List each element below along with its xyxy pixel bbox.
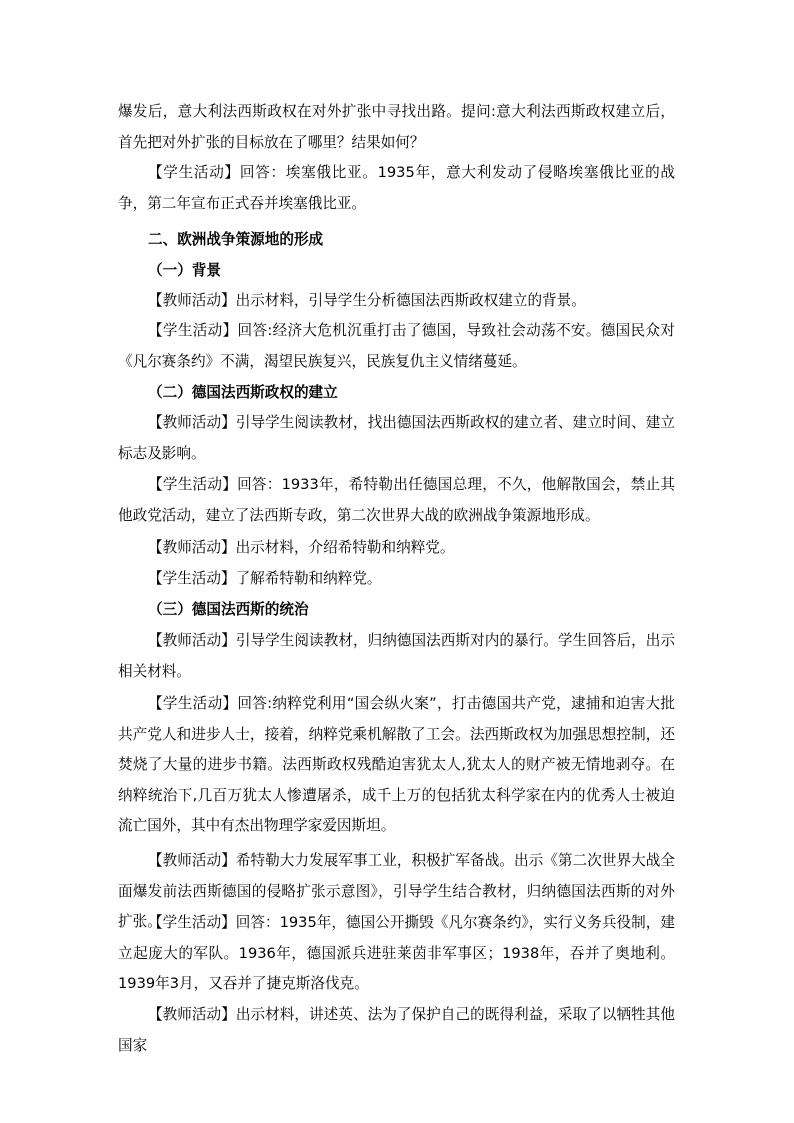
paragraph-student-answer-ethiopia: 【学生活动】回答：埃塞俄比亚。1935年，意大利发动了侵略埃塞俄比亚的战争，第二年宣布正式吞并埃塞俄比亚。 [118, 164, 675, 212]
subheading-fascist-regime: （二）德国法西斯政权的建立 [148, 384, 338, 401]
paragraph-teacher-rule: 【教师活动】引导学生阅读教材，归纳德国法西斯对内的暴行。学生回答后，出示相关材料。 [118, 632, 675, 680]
paragraph-student-regime: 【学生活动】回答：1933年，希特勒出任德国总理，不久，他解散国会，禁止其他政党活动，建立了法西斯专政，第二次世界大战的欧洲战争策源地形成。 [118, 476, 675, 524]
paragraph-student-rule: 【学生活动】回答:纳粹党利用“国会纵火案”，打击德国共产党，逮捕和迫害大批共产党人和进步人士，接着，纳粹党乘机解散了工会。法西斯政权为加强思想控制，还焚烧了大量的进步书籍。法西斯政权残酷迫害犹太人,犹太人的财产被无情地剥夺。在纳粹统治下,几百万犹太人惨遭屠杀，成千上万的包括犹太科学家在内的优秀人士被迫流亡国外，其中有杰出物理学家爱因斯坦。 [118, 695, 675, 834]
subheading-background: （一）背景 [148, 262, 221, 279]
paragraph-student-background: 【学生活动】回答:经济大危机沉重打击了德国，导致社会动荡不安。德国民众对《凡尔赛条约》不满，渴望民族复兴，民族复仇主义情绪蔓延。 [118, 322, 675, 370]
section-heading-europe-war-source: 二、欧洲战争策源地的形成 [148, 231, 324, 248]
paragraph-student-hitler: 【学生活动】了解希特勒和纳粹党。 [148, 570, 382, 587]
paragraph-teacher-hitler: 【教师活动】出示材料，介绍希特勒和纳粹党。 [148, 539, 455, 556]
paragraph-intro: 爆发后，意大利法西斯政权在对外扩张中寻找出路。提问:意大利法西斯政权建立后，首先把对外扩张的目标放在了哪里？结果如何？ [118, 103, 675, 151]
paragraph-teacher-appeasement: 【教师活动】出示材料，讲述英、法为了保护自己的既得利益，采取了以牺牲其他国家 [118, 1006, 675, 1054]
paragraph-student-expansion: 【学生活动】回答：1935年，德国公开撕毁《凡尔赛条约》，实行义务兵役制，建立起庞大的军队。1936年，德国派兵进驻莱茵非军事区；1938年，吞并了奥地利。1939年3月，又吞并了捷克斯洛伐克。 [118, 914, 675, 992]
paragraph-teacher-regime: 【教师活动】引导学生阅读教材，找出德国法西斯政权的建立者、建立时间、建立标志及影响。 [118, 414, 675, 462]
paragraph-teacher-expansion: 【教师活动】希特勒大力发展军事工业，积极扩军备战。出示《第二次世界大战全面爆发前法西斯德国的侵略扩张示意图》，引导学生结合教材，归纳德国法西斯的对外扩张。 [118, 852, 675, 930]
paragraph-teacher-background: 【教师活动】出示材料，引导学生分析德国法西斯政权建立的背景。 [148, 292, 586, 309]
subheading-fascist-rule: （三）德国法西斯的统治 [148, 601, 309, 618]
